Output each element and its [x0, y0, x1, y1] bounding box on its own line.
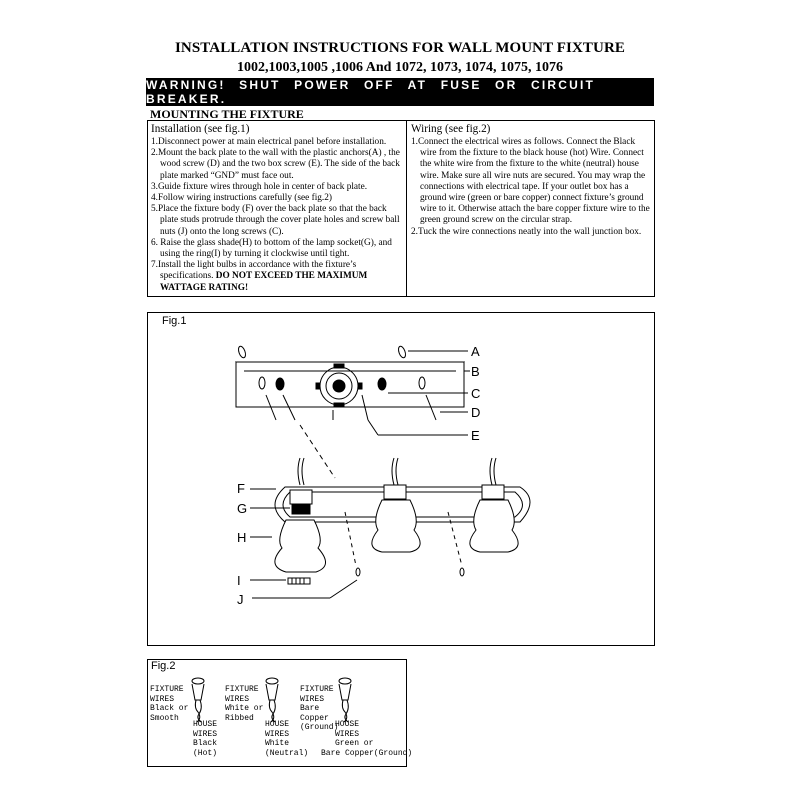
installation-step: 1.Disconnect power at main electrical panel before installation. [151, 137, 387, 147]
fig2-fixture-wires-1 [150, 685, 188, 723]
wire-label: Copper [300, 713, 329, 723]
wire-label: Ribbed [225, 713, 254, 723]
wire-label: Black [193, 739, 218, 748]
wire-label: FIXTURE [225, 685, 259, 694]
part-label-a: A [471, 344, 480, 359]
wire-label: Smooth [150, 713, 179, 723]
wire-label: WIRES [193, 729, 218, 739]
mounting-heading: MOUNTING THE FIXTURE [150, 107, 304, 121]
installation-step: 4.Follow wiring instructions carefully (see fig.2) [151, 193, 332, 204]
wire-label: Bare Copper(Ground) [321, 748, 413, 758]
wiring-step: 1.Connect the electrical wires as follows. Connect the Black wire from the fixture to the black house (hot) Wire. Connect the white wire from the fixture to the white (neutral) house wire. Make sure all wire nuts are secured. You may wrap the connections with electrical tape. If your outlet box has a ground wire (green or bare copper) connect fixture’s ground wire to it. Otherwise attach the bare copper fixture wire to the green ground screw on the circular strap. [411, 137, 650, 226]
wire-label: Black or [150, 704, 189, 713]
wire-label: FIXTURE [300, 685, 334, 694]
installation-step: 5.Place the fixture body (F) over the back plate so that the back plate studs protrude through the cover plate holes and screw ball nuts (J) onto the long screws (C). [151, 204, 400, 237]
installation-step: 6. Raise the glass shade(H) to bottom of the lamp socket(G), and using the ring(I) by turning it clockwise until tight. [151, 237, 392, 260]
part-label-c: C [471, 386, 481, 401]
wire-label: HOUSE [335, 720, 360, 729]
model-numbers: 1002,1003,1005 ,1006 And 1072, 1073, 1074, 1075, 1076 [237, 60, 563, 75]
wire-label: WIRES [265, 729, 290, 739]
installation-step: 2.Mount the back plate to the wall with the plastic anchors(A) , the wood screw (D) and the two box screw (E). The side of the back plate marked “GND” must face out. [151, 148, 400, 181]
part-label-b: B [471, 364, 480, 379]
part-label-f: F [237, 481, 245, 496]
wire-label: WIRES [335, 729, 360, 739]
fig2-house-wires-3 [321, 720, 412, 758]
wire-label: White or [225, 704, 264, 713]
wire-label: FIXTURE [150, 685, 184, 694]
wire-nut-1-icon [192, 678, 204, 722]
wire-label: (Hot) [193, 748, 218, 758]
wire-label: Green or [335, 739, 374, 748]
installation-step: 3.Guide fixture wires through hole in center of back plate. [151, 181, 368, 192]
fig2-house-wires-1 [193, 720, 217, 758]
wire-label: White [265, 739, 290, 748]
wire-label: Bare [300, 704, 320, 713]
fig2-fixture-wires-2 [225, 685, 263, 723]
wire-label: HOUSE [193, 720, 218, 729]
wire-label: WIRES [150, 694, 175, 704]
wire-label: (Neutral) [265, 748, 309, 758]
part-label-h: H [237, 530, 247, 545]
part-label-d: D [471, 405, 481, 420]
wiring-step: 2.Tuck the wire connections neatly into the wall junction box. [411, 226, 642, 237]
step7-text: 7.Install the light bulbs in accordance with the fixture’s specifications. [151, 260, 357, 282]
figure-2-label: Fig.2 [151, 660, 176, 672]
wire-nut-3-icon [339, 678, 351, 722]
wire-nut-2-icon [266, 678, 278, 722]
wiring-heading: Wiring (see fig.2) [411, 123, 491, 135]
wattage-warning: DO NOT EXCEED THE MAXIMUM WATTAGE RATING! [160, 271, 368, 293]
part-label-g: G [237, 501, 248, 516]
part-label-j: J [237, 592, 244, 607]
document-title: INSTALLATION INSTRUCTIONS FOR WALL MOUNT FIXTURE [174, 40, 626, 56]
part-label-i: I [237, 573, 241, 588]
wire-label: WIRES [300, 694, 325, 704]
installation-heading: Installation (see fig.1) [151, 123, 250, 135]
wire-label: WIRES [225, 694, 250, 704]
warning-banner: WARNING! SHUT POWER OFF AT FUSE OR CIRCUIT BREAKER. [146, 78, 654, 106]
figure-1-label: Fig.1 [162, 315, 187, 327]
part-label-e: E [471, 428, 480, 443]
wire-label: HOUSE [265, 720, 290, 729]
wire-label: (Ground) [300, 723, 339, 732]
